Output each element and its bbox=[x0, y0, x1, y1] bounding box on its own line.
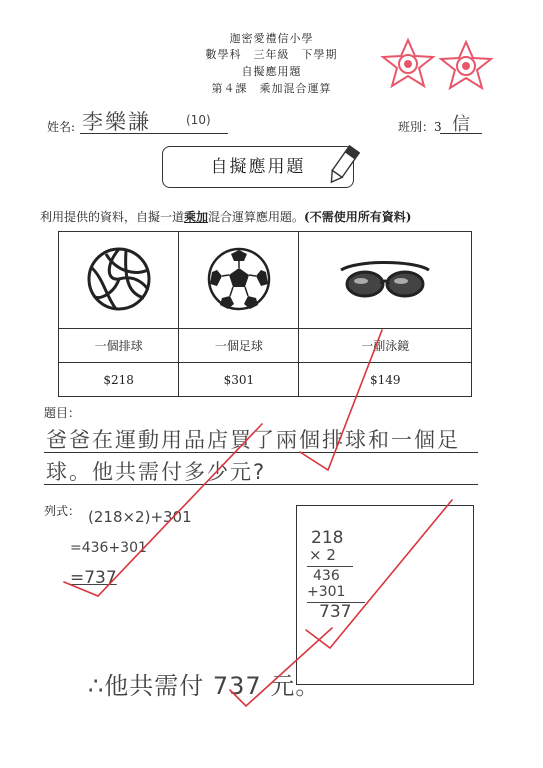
class-label: 班別：3 bbox=[398, 120, 442, 134]
calc-sum: 737 bbox=[319, 602, 352, 622]
student-number: (10) bbox=[186, 113, 211, 127]
swim-goggles-icon bbox=[337, 256, 433, 302]
soccer-ball-icon bbox=[206, 246, 272, 312]
lesson-title: 第４課 乘加混合運算 bbox=[211, 82, 332, 95]
question-line-2: 球。他共需付多少元? bbox=[46, 460, 267, 484]
working-step-2: =436+301 bbox=[70, 540, 147, 556]
calc-multiplier: × 2 bbox=[309, 546, 336, 564]
worksheet-type: 自擬應用題 bbox=[241, 65, 302, 78]
calculation-box bbox=[296, 505, 474, 685]
question-rule-1 bbox=[44, 452, 478, 453]
item-image-cell bbox=[59, 232, 179, 329]
class-value: 信 bbox=[452, 114, 470, 135]
name-underline bbox=[80, 133, 228, 134]
calc-multiplicand: 218 bbox=[311, 528, 344, 548]
item-image-cell bbox=[299, 232, 472, 329]
item-price: $218 bbox=[59, 363, 179, 397]
working-label: 列式： bbox=[44, 504, 81, 518]
question-rule-2 bbox=[44, 484, 478, 485]
item-name: 一個排球 bbox=[59, 329, 179, 363]
name-label: 姓名: bbox=[47, 120, 76, 134]
item-price: $149 bbox=[299, 363, 472, 397]
item-name: 一個足球 bbox=[179, 329, 299, 363]
calc-product: 436 bbox=[313, 568, 340, 584]
question-line-1: 爸爸在運動用品店買了兩個排球和一個足 bbox=[46, 428, 460, 452]
calc-rule bbox=[307, 566, 353, 567]
question-label: 題目： bbox=[44, 406, 81, 420]
star-stamp-icon bbox=[378, 36, 508, 96]
instruction-emphasis: 乘加 bbox=[184, 210, 209, 224]
item-name: 一副泳鏡 bbox=[299, 329, 472, 363]
pencil-icon bbox=[326, 140, 366, 186]
item-price: $301 bbox=[179, 363, 299, 397]
instruction-prefix: 利用提供的資料，自擬一道 bbox=[40, 210, 185, 224]
working-step-1: (218×2)+301 bbox=[88, 508, 192, 526]
instruction-text bbox=[40, 208, 411, 225]
class-underline bbox=[440, 133, 482, 134]
item-prices-row bbox=[59, 363, 472, 397]
instruction-note: (不需使用所有資料) bbox=[304, 210, 412, 224]
student-name: 李樂謙 bbox=[82, 110, 151, 134]
title-banner: 自擬應用題 bbox=[162, 146, 354, 188]
item-names-row bbox=[59, 329, 472, 363]
school-name: 迦密愛禮信小學 bbox=[229, 32, 314, 45]
calc-addend: +301 bbox=[307, 584, 346, 600]
item-image-cell bbox=[179, 232, 299, 329]
working-step-3: =737 bbox=[70, 568, 117, 588]
item-images-row bbox=[59, 232, 472, 329]
instruction-suffix: 混合運算應用題。 bbox=[208, 210, 305, 224]
volleyball-icon bbox=[86, 246, 152, 312]
subject-grade: 數學科 三年級 下學期 bbox=[205, 48, 338, 61]
items-table bbox=[58, 231, 472, 397]
answer-text: ∴他共需付 737 元。 bbox=[88, 672, 321, 700]
